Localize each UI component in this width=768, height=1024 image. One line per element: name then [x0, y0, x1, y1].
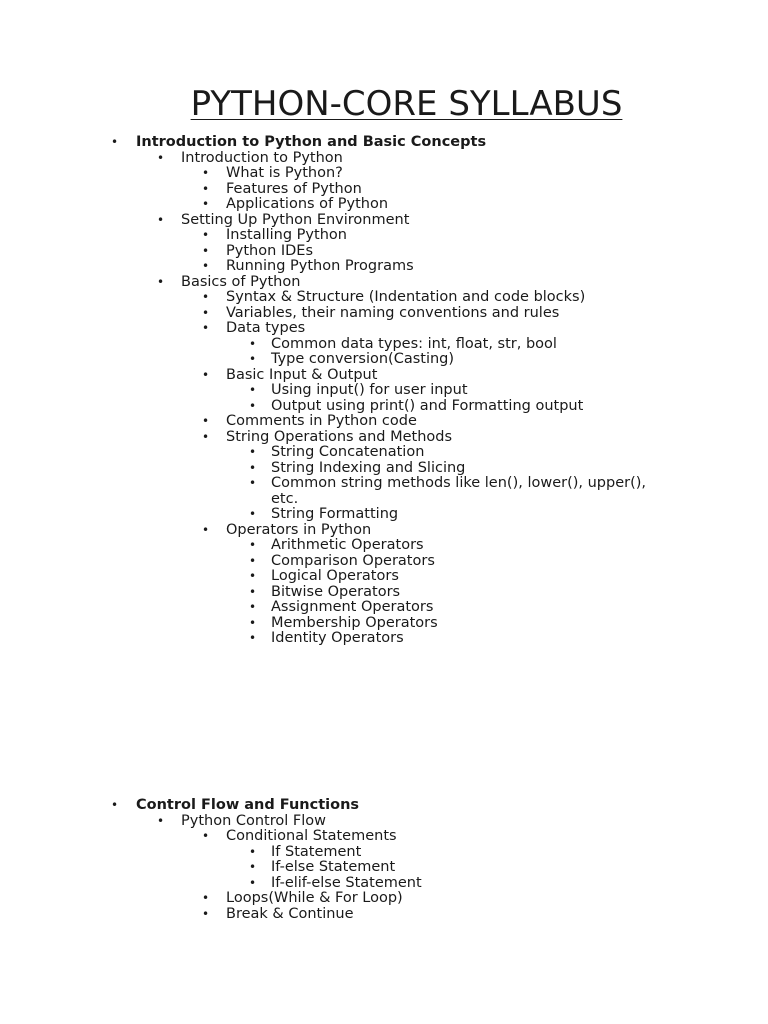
subtopic-item — [0, 197, 768, 213]
subtopic-item — [0, 244, 768, 260]
subtopic-item — [0, 182, 768, 198]
subtopic-item — [0, 891, 768, 907]
topic-item — [0, 275, 768, 291]
bullet: • — [249, 336, 257, 351]
topic-item — [0, 213, 768, 229]
subtopic-text: Loops(While & For Loop) — [226, 890, 403, 906]
topic-item — [0, 151, 768, 167]
bullet: • — [111, 135, 119, 149]
detail-text: Membership Operators — [271, 614, 438, 631]
detail-item — [0, 445, 768, 461]
bullet: • — [249, 584, 257, 599]
subtopic-text: Variables, their naming conventions and rules — [226, 304, 560, 321]
subtopic-text: Installing Python — [226, 227, 347, 243]
bullet: • — [249, 507, 257, 521]
detail-item — [0, 585, 768, 601]
topic-item — [0, 814, 768, 830]
subtopic-item — [0, 368, 768, 384]
subtopic-item — [0, 228, 768, 244]
bullet: • — [249, 615, 257, 630]
bullet: • — [202, 367, 210, 382]
detail-item — [0, 600, 768, 616]
detail-text: String Indexing and Slicing — [271, 459, 466, 476]
detail-item — [0, 569, 768, 585]
subtopic-text: Python IDEs — [226, 242, 314, 259]
topic-text: Setting Up Python Environment — [181, 211, 410, 228]
page-title — [0, 84, 768, 124]
detail-text: Logical Operators — [271, 568, 399, 584]
bullet: • — [202, 259, 210, 273]
topic-text: Introduction to Python — [181, 149, 343, 166]
subtopic-text: Basic Input & Output — [226, 366, 378, 383]
topic-text: Basics of Python — [181, 273, 301, 290]
bullet: • — [111, 798, 119, 812]
subtopic-text: Conditional Statements — [226, 828, 397, 844]
subtopic-item — [0, 829, 768, 845]
bullet: • — [202, 906, 210, 921]
section-heading-text: Control Flow and Functions — [136, 797, 360, 813]
bullet: • — [202, 891, 210, 905]
bullet: • — [202, 522, 210, 537]
detail-text: If Statement — [271, 843, 362, 860]
detail-item — [0, 352, 768, 368]
detail-item — [0, 554, 768, 570]
subtopic-item — [0, 523, 768, 539]
subtopic-text: Comments in Python code — [226, 413, 417, 429]
detail-item — [0, 876, 768, 892]
detail-item — [0, 337, 768, 353]
bullet: • — [249, 860, 257, 874]
subtopic-text: Operators in Python — [226, 521, 372, 538]
bullet: • — [249, 844, 257, 859]
detail-text: If-else Statement — [271, 859, 396, 875]
syllabus-section-1 — [0, 135, 768, 647]
detail-text: Arithmetic Operators — [271, 537, 424, 553]
subtopic-item — [0, 290, 768, 306]
section-heading — [0, 798, 768, 814]
section-heading-text: Introduction to Python and Basic Concepts — [136, 134, 487, 150]
bullet: • — [202, 829, 210, 843]
bullet: • — [249, 383, 257, 397]
bullet: • — [157, 813, 165, 828]
detail-item — [0, 461, 768, 477]
bullet: • — [249, 476, 257, 490]
detail-text: Common string methods like len(), lower(), upper(), etc. — [271, 475, 647, 507]
subtopic-text: Syntax & Structure (Indentation and code blocks) — [226, 289, 586, 305]
subtopic-text: What is Python? — [226, 165, 343, 181]
subtopic-text: Applications of Python — [226, 196, 389, 212]
bullet: • — [202, 414, 210, 428]
bullet: • — [157, 150, 165, 165]
detail-item — [0, 631, 768, 647]
subtopic-text: Data types — [226, 320, 306, 336]
bullet: • — [202, 321, 210, 335]
detail-item — [0, 507, 768, 523]
detail-text: Output using print() and Formatting output — [271, 397, 584, 414]
subtopic-text: Features of Python — [226, 180, 362, 197]
topic-text: Python Control Flow — [181, 812, 326, 829]
section-heading — [0, 135, 768, 151]
subtopic-item — [0, 306, 768, 322]
detail-text: If-elif-else Statement — [271, 874, 422, 891]
detail-text: Comparison Operators — [271, 552, 435, 569]
bullet: • — [202, 181, 210, 196]
detail-text: Identity Operators — [271, 630, 404, 646]
subtopic-text: Break & Continue — [226, 905, 354, 922]
detail-item — [0, 616, 768, 632]
detail-item — [0, 845, 768, 861]
detail-text: String Formatting — [271, 506, 399, 522]
bullet: • — [249, 631, 257, 645]
subtopic-item — [0, 414, 768, 430]
detail-text: String Concatenation — [271, 444, 425, 460]
bullet: • — [202, 243, 210, 258]
subtopic-item — [0, 430, 768, 446]
bullet: • — [249, 445, 257, 459]
bullet: • — [157, 274, 165, 289]
bullet: • — [249, 352, 257, 366]
bullet: • — [202, 429, 210, 444]
bullet: • — [249, 569, 257, 583]
page-title-text: PYTHON-CORE SYLLABUS — [190, 84, 623, 124]
subtopic-item — [0, 259, 768, 275]
detail-item — [0, 383, 768, 399]
detail-item — [0, 860, 768, 876]
detail-text: Common data types: int, float, str, bool — [271, 335, 557, 352]
detail-text: Type conversion(Casting) — [271, 351, 455, 367]
bullet: • — [202, 166, 210, 180]
syllabus-section-2 — [0, 798, 768, 922]
detail-item — [0, 399, 768, 415]
bullet: • — [249, 875, 257, 890]
detail-item — [0, 538, 768, 554]
subtopic-item — [0, 907, 768, 923]
bullet: • — [249, 553, 257, 568]
detail-text: Assignment Operators — [271, 599, 434, 615]
detail-text: Using input() for user input — [271, 382, 468, 398]
bullet: • — [157, 212, 165, 227]
bullet: • — [202, 290, 210, 304]
bullet: • — [202, 228, 210, 242]
bullet: • — [202, 197, 210, 211]
subtopic-text: String Operations and Methods — [226, 428, 453, 445]
bullet: • — [249, 398, 257, 413]
subtopic-item — [0, 166, 768, 182]
bullet: • — [249, 538, 257, 552]
subtopic-text: Running Python Programs — [226, 258, 414, 274]
detail-item — [0, 476, 768, 507]
bullet: • — [249, 460, 257, 475]
bullet: • — [202, 305, 210, 320]
bullet: • — [249, 600, 257, 614]
subtopic-item — [0, 321, 768, 337]
detail-text: Bitwise Operators — [271, 583, 401, 600]
